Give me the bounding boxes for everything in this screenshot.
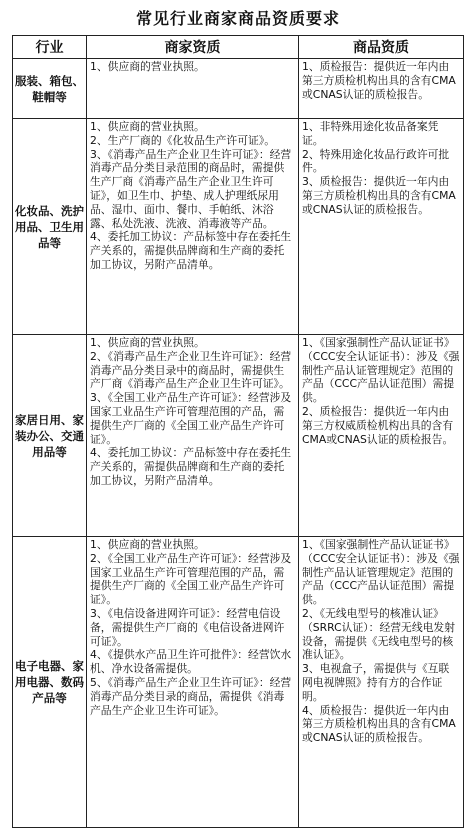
product-requirement-item: 3、质检报告：提供近一年内由第三方质检机构出具的含有CMA或CNAS认证的质检报告。	[302, 175, 456, 216]
product-qualification-cell	[299, 537, 464, 828]
header-product-qualification: 商品资质	[299, 36, 464, 59]
merchant-requirement-item: 1、供应商的营业执照。	[90, 336, 205, 349]
product-qualification-cell	[299, 119, 464, 335]
merchant-qualification-cell	[87, 537, 299, 828]
product-requirement-item: 1、《国家强制性产品认证证书》（CCC安全认证证书）：涉及《强制性产品认证管理规定》范围的产品（CCC产品认证范围）需提供。	[302, 336, 460, 405]
industry-cell: 服装、箱包、鞋帽等	[13, 59, 87, 119]
product-requirement-item: 2、特殊用途化妆品行政许可批件。	[302, 147, 450, 175]
product-requirement-item: 1、非特殊用途化妆品备案凭证。	[302, 120, 439, 147]
merchant-qualification-cell	[87, 59, 299, 119]
merchant-requirement-item: 1、供应商的营业执照。	[90, 120, 205, 133]
merchant-requirement-item: 5、《消毒产品生产企业卫生许可证》：经营消毒产品分类目录的商品，需提供《消毒产品生产企业卫生许可证》。	[90, 675, 292, 717]
table-header-row	[13, 36, 464, 59]
table-row	[13, 59, 464, 119]
qualification-table	[12, 35, 464, 828]
industry-cell: 化妆品、洗护用品、卫生用品等	[13, 119, 87, 335]
merchant-requirement-item: 3、《全国工业产品生产许可证》：经营涉及国家工业品生产许可管理范围的产品，需提供生产厂商的《全国工业产品生产许可证》。	[90, 391, 292, 446]
merchant-requirement-item: 2、《全国工业产品生产许可证》：经营涉及国家工业品生产许可管理范围的产品，需提供生产厂商的《全国工业产品生产许可证》。	[90, 551, 292, 607]
industry-cell: 家居日用、家装办公、交通用品等	[13, 335, 87, 537]
table-row	[13, 119, 464, 335]
merchant-requirement-item: 3、《消毒产品生产企业卫生许可证》：经营消毒产品分类目录范围的商品时，需提供生产厂商《消毒产品生产企业卫生许可证》，如卫生巾、护垫、成人护理纸尿用品、湿巾、面巾、餐巾、手帕纸、沐浴露、私处洗液、洗液、消毒液等产品。	[90, 147, 292, 230]
product-requirement-item: 3、电视盒子，需提供与《互联网电视牌照》持有方的合作证明。	[302, 662, 450, 703]
merchant-requirement-item: 3、《电信设备进网许可证》：经营电信设备，需提供生产厂商的《电信设备进网许可证》。	[90, 606, 285, 648]
merchant-requirement-item: 4、《提供水产品卫生许可批件》：经营饮水机、净水设备需提供。	[90, 648, 292, 676]
product-qualification-cell	[299, 59, 464, 119]
merchant-requirement-item: 2、《消毒产品生产企业卫生许可证》：经营消毒产品分类目录中的商品时，需提供生产厂商《消毒产品生产企业卫生许可证》。	[90, 349, 292, 391]
table-row	[13, 335, 464, 537]
industry-cell: 电子电器、家用电器、数码产品等	[13, 537, 87, 828]
product-requirement-item: 1、《国家强制性产品认证证书》（CCC安全认证证书）：涉及《强制性产品认证管理规定》范围的产品（CCC产品认证范围）需提供。	[302, 538, 460, 607]
product-requirement-item: 1、质检报告：提供近一年内由第三方质检机构出具的含有CMA或CNAS认证的质检报告。	[302, 60, 456, 101]
merchant-requirement-item: 4、委托加工协议：产品标签中存在委托生产关系的，需提供品牌商和生产商的委托加工协议，另附产品清单。	[90, 230, 292, 271]
product-requirement-item: 2、《无线电型号的核准认证》（SRRC认证）：经营无线电发射设备，需提供《无线电型号的核准认证》。	[302, 606, 456, 662]
merchant-requirement-item: 1、供应商的营业执照。	[90, 60, 205, 73]
page-title: 常见行业商家商品资质要求	[135, 9, 340, 28]
header-merchant-qualification: 商家资质	[87, 36, 299, 59]
merchant-qualification-cell	[87, 119, 299, 335]
header-industry: 行业	[13, 36, 87, 59]
product-qualification-cell	[299, 335, 464, 537]
merchant-qualification-cell	[87, 335, 299, 537]
product-requirement-item: 4、质检报告：提供近一年内由第三方质检机构出具的含有CMA或CNAS认证的质检报告。	[302, 703, 456, 745]
merchant-requirement-item: 1、供应商的营业执照。	[90, 538, 205, 551]
merchant-requirement-item: 4、委托加工协议：产品标签中存在委托生产关系的，需提供品牌商和生产商的委托加工协议，另附产品清单。	[90, 446, 292, 487]
table-row	[13, 537, 464, 828]
merchant-requirement-item: 2、生产厂商的《化妆品生产许可证》。	[90, 133, 276, 147]
product-requirement-item: 2、质检报告：提供近一年内由第三方权威质检机构出具的含有CMA或CNAS认证的质检报告。	[302, 404, 454, 446]
